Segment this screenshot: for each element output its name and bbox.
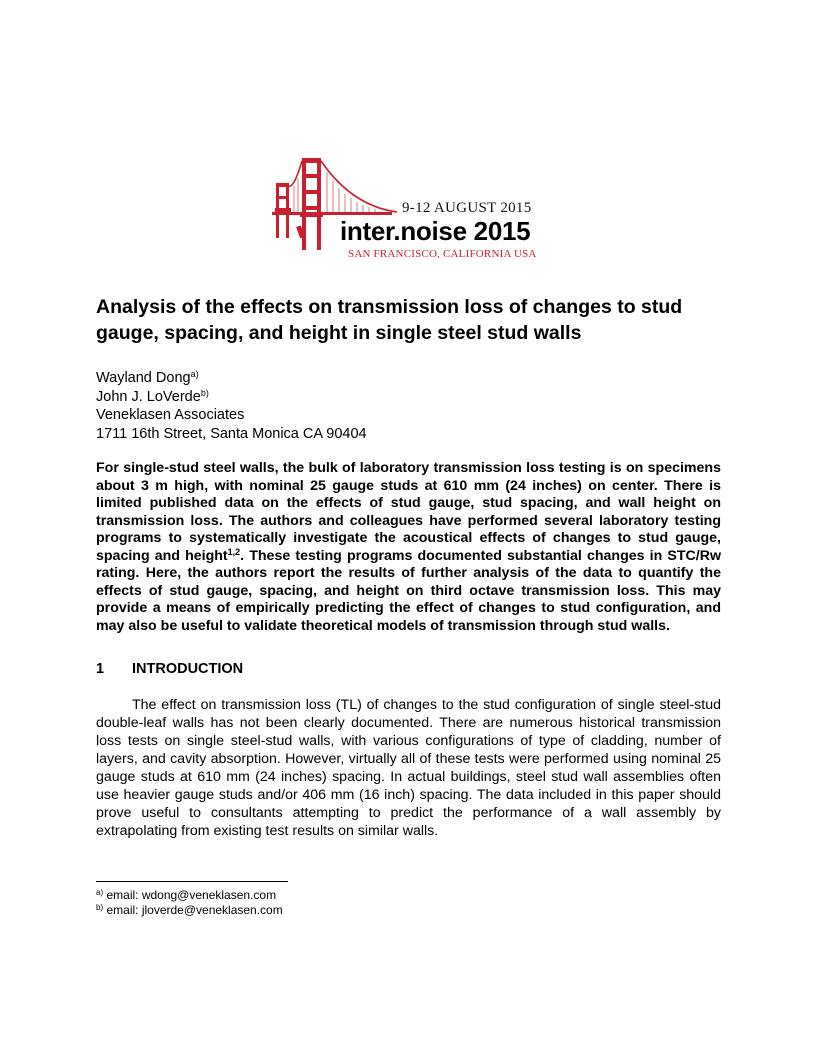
footnotes: [96, 888, 283, 918]
author-footnote-mark: b): [200, 387, 209, 398]
footnote-divider: [96, 881, 288, 882]
footnote-mark: a): [96, 888, 104, 897]
conference-date: 9-12 AUGUST 2015: [402, 200, 532, 216]
section-title: INTRODUCTION: [132, 661, 244, 677]
footnote: [96, 888, 283, 903]
abstract-text: For single-stud steel walls, the bulk of laboratory transmission loss testing is on specimens about 3 m high, with nominal 25 gauge studs at 610 mm (24 inches) on center. There is limited published data on the effects of stud gauge, stud spacing, and wall height on transmission loss. The authors and colleagues have performed several laboratory testing programs to systematically investigate the acoustical effects of changes to stud gauge, spacing and height: [96, 460, 721, 564]
introduction-paragraph: The effect on transmission loss (TL) of changes to the stud configuration of single steel-stud double-leaf walls has not been clearly documented. There are numerous historical transmission loss tests on single steel-stud walls, with various configurations of type of cladding, number of layers, and cavity absorption. However, virtually all of these tests were performed using nominal 25 gauge studs at 610 mm (24 inches) spacing. In actual buildings, steel stud wall assemblies often use heavier gauge studs and/or 406 mm (16 inch) spacing. The data included in this paper should prove useful to consultants attempting to predict the performance of a wall assembly by extrapolating from existing test results on similar walls.: [96, 697, 721, 839]
conference-name: inter.noise 2015: [340, 216, 531, 246]
affiliation-org: Veneklasen Associates: [96, 407, 245, 423]
footnote: [96, 903, 283, 918]
footnote-mark: b): [96, 903, 104, 912]
affiliation-address: 1711 16th Street, Santa Monica CA 90404: [96, 425, 367, 442]
author-footnote-mark: a): [190, 369, 199, 379]
footnote-text: email: jloverde@veneklasen.com: [106, 903, 283, 917]
citation-mark: 1,2: [227, 546, 241, 557]
section-heading: [96, 661, 243, 677]
author-name: Wayland Dong: [96, 370, 191, 386]
author-name: John J. LoVerde: [96, 388, 201, 405]
section-number: 1: [96, 661, 105, 677]
author-block: [96, 369, 596, 443]
author-line: [96, 388, 596, 407]
author-line: [96, 369, 596, 388]
abstract: [96, 460, 721, 635]
abstract-text: . These testing programs documented substantial changes in STC/Rw rating. Here, the authors report the results of further analysis of the data to quantify the effects of stud gauge, spacing, and height on third octave transmission loss. This may provide a means of empirically predicting the effect of changes to stud configuration, and may also be useful to validate theoretical models of transmission through stud walls.: [96, 547, 721, 634]
conference-logo: [272, 128, 552, 263]
conference-location: SAN FRANCISCO, CALIFORNIA USA: [348, 248, 537, 260]
paper-title: Analysis of the effects on transmission loss of changes to stud gauge, spacing, and height in single steel stud walls: [96, 296, 683, 344]
footnote-text: email: wdong@veneklasen.com: [106, 888, 277, 902]
